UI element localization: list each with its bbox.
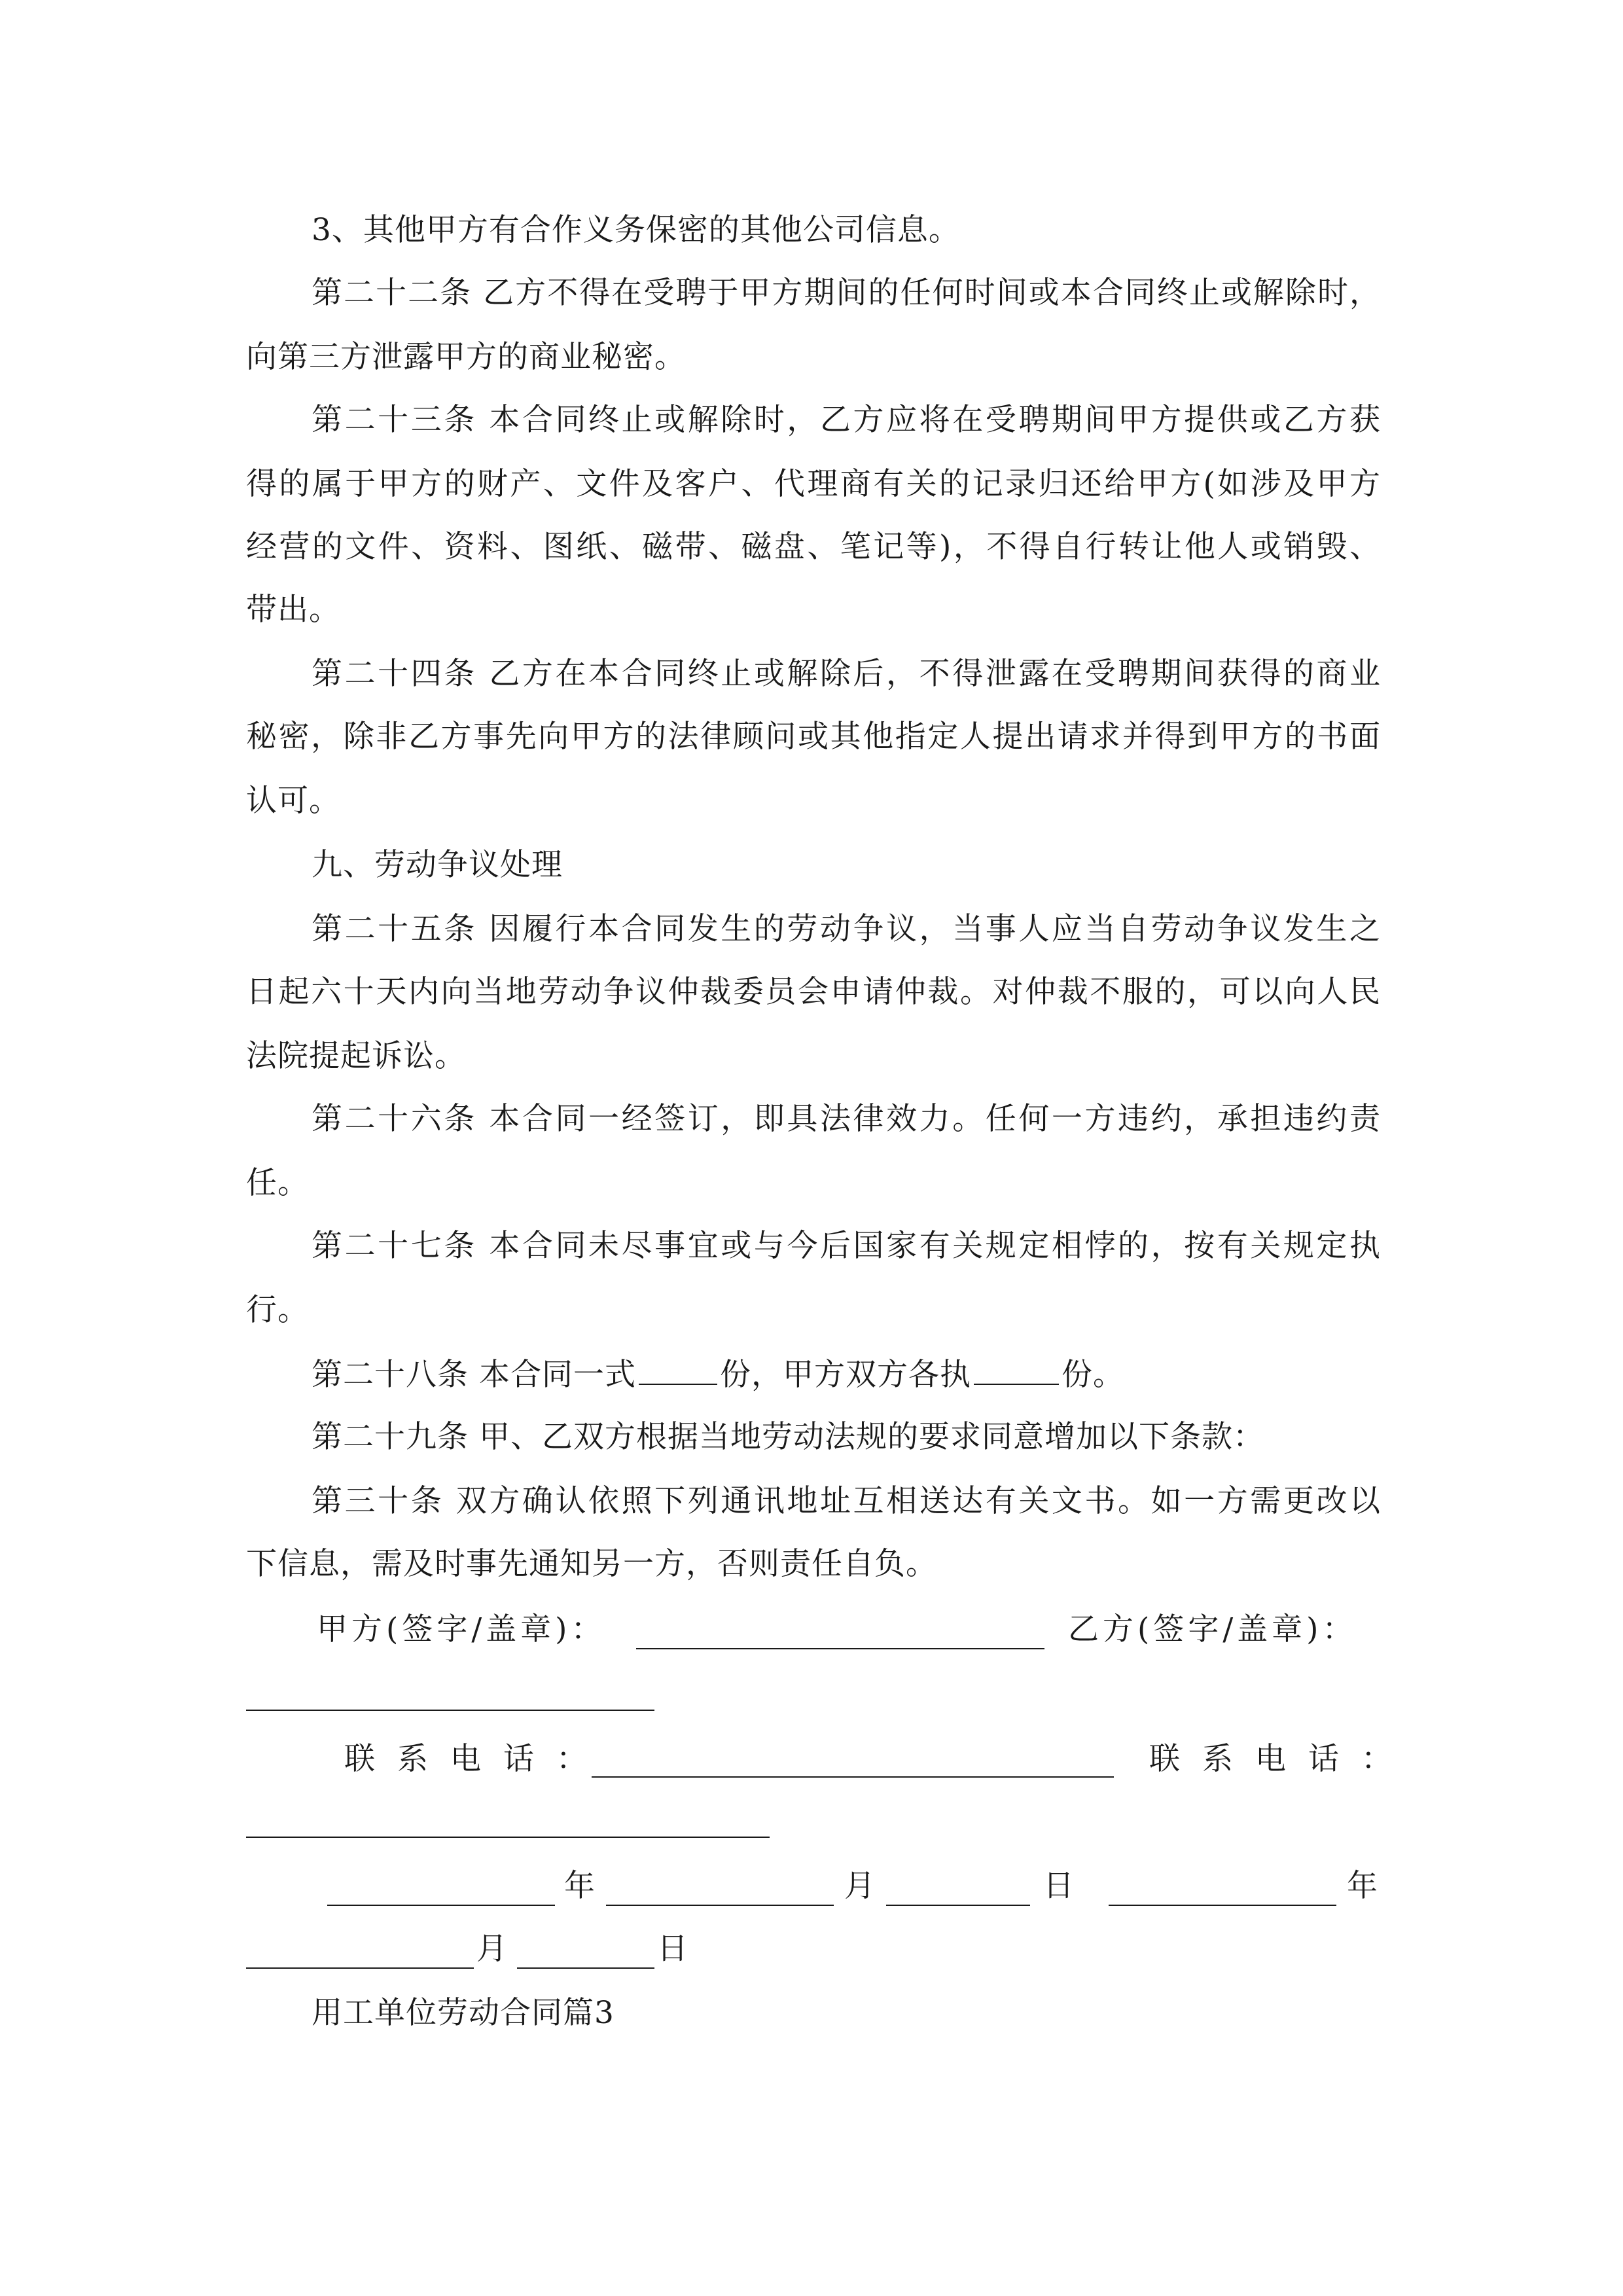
copies-each-blank[interactable] [974,1355,1059,1385]
year-label: 年 [1347,1868,1378,1904]
copies-text-a: 第二十八条 本合同一式 [312,1357,636,1393]
paragraph-line: 第二十七条 本合同未尽事宜或与今后国家有关规定相悖的，按有关规定执 [312,1228,1381,1264]
party-b-day-line[interactable] [517,1967,654,1969]
paragraph-line: 第二十四条 乙方在本合同终止或解除后，不得泄露在受聘期间获得的商业 [312,656,1381,692]
party-a-day-line[interactable] [886,1905,1030,1906]
party-b-phone-label: 联系电话： [1149,1741,1414,1777]
party-b-signature-line[interactable] [246,1710,654,1711]
paragraph-line: 向第三方泄露甲方的商业秘密。 [246,339,686,375]
section-heading: 九、劳动争议处理 [312,847,563,883]
paragraph-line: 行。 [246,1292,309,1328]
paragraph-line: 秘密，除非乙方事先向甲方的法律顾问或其他指定人提出请求并得到甲方的书面 [246,719,1381,755]
party-b-year-line[interactable] [1109,1905,1336,1906]
party-a-phone-label: 联系电话： [344,1741,609,1777]
paragraph-line: 3、其他甲方有合作义务保密的其他公司信息。 [312,212,960,248]
copies-text-b: 份，甲方双方各执 [719,1357,971,1393]
party-a-year-line[interactable] [327,1905,555,1906]
day-label: 日 [1043,1868,1074,1904]
party-a-signature-line[interactable] [636,1648,1044,1649]
copies-clause [312,1355,1381,1394]
party-b-month-line[interactable] [246,1967,474,1969]
party-b-signature-label: 乙方(签字/盖章)： [1068,1611,1357,1647]
copies-text-c: 份。 [1061,1357,1124,1393]
paragraph-line: 第二十五条 因履行本合同发生的劳动争议，当事人应当自劳动争议发生之 [312,911,1381,947]
paragraph-line: 任。 [246,1165,309,1201]
paragraph-line: 第三十条 双方确认依照下列通讯地址互相送达有关文书。如一方需更改以 [312,1483,1381,1519]
paragraph-line: 日起六十天内向当地劳动争议仲裁委员会申请仲裁。对仲裁不服的，可以向人民 [246,974,1381,1010]
paragraph-line: 第二十三条 本合同终止或解除时，乙方应将在受聘期间甲方提供或乙方获 [312,402,1381,438]
paragraph-line: 法院提起诉讼。 [246,1038,466,1074]
paragraph-line: 经营的文件、资料、图纸、磁带、磁盘、笔记等)，不得自行转让他人或销毁、 [246,529,1381,565]
month-label: 月 [476,1931,507,1967]
party-a-month-line[interactable] [606,1905,834,1906]
next-section-title: 用工单位劳动合同篇3 [312,1995,615,2031]
paragraph-line: 带出。 [246,592,340,628]
party-a-signature-label: 甲方(签字/盖章)： [317,1611,606,1647]
paragraph-line: 第二十九条 甲、乙双方根据当地劳动法规的要求同意增加以下条款： [312,1419,1264,1455]
paragraph-line: 得的属于甲方的财产、文件及客户、代理商有关的记录归还给甲方(如涉及甲方 [246,466,1381,502]
paragraph-line: 认可。 [246,783,340,819]
party-b-phone-line[interactable] [246,1837,770,1838]
day-label: 日 [657,1931,688,1967]
copies-total-blank[interactable] [639,1355,717,1385]
month-label: 月 [844,1868,875,1904]
paragraph-line: 下信息，需及时事先通知另一方，否则责任自负。 [246,1546,937,1582]
paragraph-line: 第二十二条 乙方不得在受聘于甲方期间的任何时间或本合同终止或解除时， [312,275,1381,311]
party-a-phone-line[interactable] [592,1776,1114,1778]
year-label: 年 [564,1868,595,1904]
paragraph-line: 第二十六条 本合同一经签订，即具法律效力。任何一方违约，承担违约责 [312,1101,1381,1137]
